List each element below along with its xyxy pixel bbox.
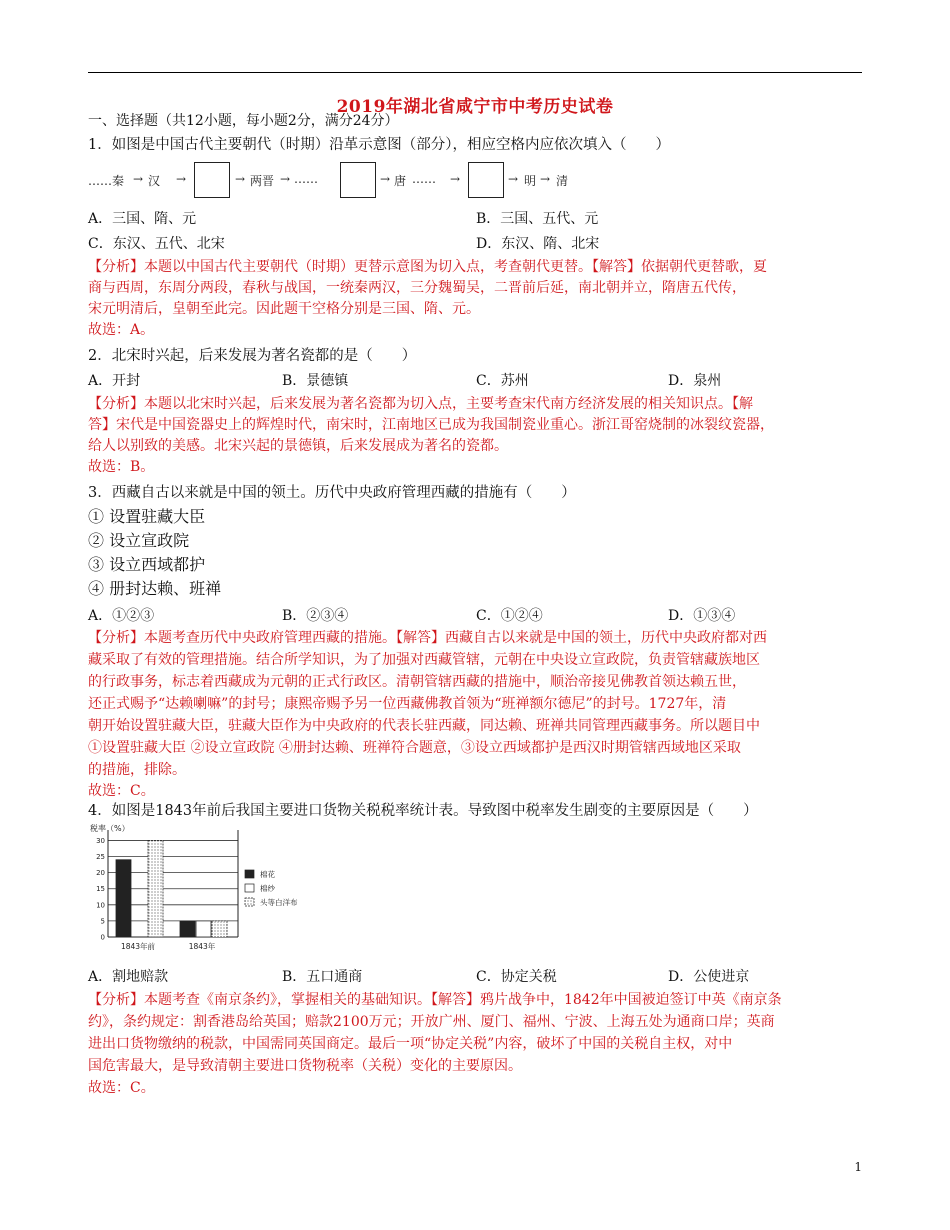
flow-arrow: → — [540, 172, 551, 186]
flow-token: 两晋 — [250, 174, 275, 188]
q4-option-b[interactable]: B．五口通商 — [282, 969, 363, 985]
flow-token: 汉 — [148, 174, 161, 188]
q3-analysis-line: ①设置驻藏大臣 ②设立宣政院 ④册封达赖、班禅符合题意，③设立西域都护是西汉时期管辖西域地区采取 — [88, 740, 741, 756]
q2-analysis-line: 【分析】本题以北宋时兴起，后来发展为著名瓷都为切入点，主要考查宋代南方经济发展的相关知识点。【解 — [88, 396, 753, 412]
q3-item: ① 设置驻藏大臣 — [88, 507, 206, 526]
header-rule — [88, 72, 862, 73]
flow-token: 唐 — [394, 174, 407, 188]
tariff-rate-chart — [88, 822, 348, 962]
q2-analysis-line: 答】宋代是中国瓷器史上的辉煌时代，南宋时，江南地区已成为我国制瓷业重心。浙江哥窑烧制的冰裂纹瓷器， — [88, 417, 774, 433]
x-category-label: 1843年前 — [120, 942, 156, 951]
q4-option-c[interactable]: C．协定关税 — [476, 969, 557, 985]
flow-arrow: → — [176, 172, 187, 186]
legend-swatch — [245, 884, 254, 892]
q4-option-a[interactable]: A．割地赔款 — [88, 969, 169, 985]
y-tick-label: 0 — [100, 933, 105, 942]
y-tick-label: 20 — [96, 869, 105, 878]
q1-option-a[interactable]: A．三国、隋、元 — [88, 211, 197, 227]
q3-item: ③ 设立西域都护 — [88, 555, 206, 574]
flow-arrow: → — [133, 172, 144, 186]
bar-棉花 — [180, 921, 195, 937]
bar-棉纱 — [196, 921, 211, 937]
q1-option-d[interactable]: D．东汉、隋、北宋 — [476, 236, 600, 252]
q2-analysis-line: 给人以别致的美感。北宋兴起的景德镇，后来发展成为著名的瓷都。 — [88, 438, 508, 454]
q3-analysis-line: 的行政事务，标志着西藏成为元朝的正式行政区。清朝管辖西藏的措施中，顺治帝接见佛教首领达赖五世， — [88, 674, 746, 690]
q3-item: ② 设立宣政院 — [88, 531, 190, 550]
flow-token: …… — [412, 172, 436, 186]
q4-analysis-line: 国危害最大，是导致清朝主要进口货物税率（关税）变化的主要原因。 — [88, 1058, 522, 1074]
q1-stem: 1．如图是中国古代主要朝代（时期）沿革示意图（部分），相应空格内应依次填入（ ） — [88, 137, 670, 153]
legend-swatch — [245, 898, 254, 906]
q3-option-c[interactable]: C．①②④ — [476, 608, 543, 624]
q2-option-c[interactable]: C．苏州 — [476, 373, 529, 389]
page-number: 1 — [854, 1160, 862, 1174]
q3-analysis-line: 朝开始设置驻藏大臣，驻藏大臣作为中央政府的代表长驻西藏，同达赖、班禅共同管理西藏事务。所以题目中 — [88, 718, 760, 734]
q1-option-b[interactable]: B．三国、五代、元 — [476, 211, 599, 227]
q2-answer: 故选：B。 — [88, 459, 155, 475]
blank-box-3 — [468, 162, 504, 198]
y-tick-label: 25 — [96, 853, 105, 862]
flow-arrow: → — [235, 172, 246, 186]
flow-arrow: → — [508, 172, 519, 186]
q2-option-b[interactable]: B．景德镇 — [282, 373, 349, 389]
q3-analysis-line: 藏采取了有效的管理措施。结合所学知识，为了加强对西藏管辖，元朝在中央设立宣政院，负责管辖藏族地区 — [88, 652, 760, 668]
bar-头等白洋布 — [148, 840, 163, 937]
legend-swatch — [245, 870, 254, 878]
q4-analysis-line: 进出口货物缴纳的税款，中国需同英国商定。最后一项“协定关税”内容，破坏了中国的关税自主权，对中 — [88, 1036, 733, 1052]
flow-arrow: → — [380, 172, 391, 186]
flow-token: 明 — [524, 174, 537, 188]
q4-option-d[interactable]: D．公使进京 — [668, 969, 750, 985]
q3-option-b[interactable]: B．②③④ — [282, 608, 349, 624]
q4-analysis-line: 【分析】本题考查《南京条约》，掌握相关的基础知识。【解答】鸦片战争中，1842年中国被迫签订中英《南京条 — [88, 992, 782, 1008]
q1-answer: 故选：A。 — [88, 322, 155, 338]
bar-头等白洋布 — [212, 921, 227, 937]
q1-analysis-line: 宋元明清后，皇朝至此完。因此题干空格分别是三国、隋、元。 — [88, 301, 480, 317]
flow-token: ……秦 — [88, 174, 125, 188]
q1-option-c[interactable]: C．东汉、五代、北宋 — [88, 236, 225, 252]
q1-analysis-line: 【分析】本题以中国古代主要朝代（时期）更替示意图为切入点，考查朝代更替。【解答】依据朝代更替歌，夏 — [88, 259, 767, 275]
q3-analysis-line: 还正式赐予“达赖喇嘛”的封号；康熙帝赐予另一位西藏佛教首领为“班禅额尔德尼”的封号。1727年，清 — [88, 696, 727, 712]
flow-token: 清 — [556, 174, 569, 188]
y-tick-label: 5 — [100, 917, 105, 926]
y-tick-label: 15 — [96, 885, 105, 894]
q3-option-d[interactable]: D．①③④ — [668, 608, 736, 624]
q3-answer: 故选：C。 — [88, 783, 155, 799]
q3-option-a[interactable]: A．①②③ — [88, 608, 155, 624]
q3-analysis-line: 的措施，排除。 — [88, 762, 186, 778]
legend-label: 棉花 — [260, 870, 275, 879]
q3-item: ④ 册封达赖、班禅 — [88, 579, 222, 598]
y-tick-label: 10 — [96, 901, 105, 910]
q2-option-a[interactable]: A．开封 — [88, 373, 141, 389]
blank-box-1 — [194, 162, 230, 198]
flow-arrow: → — [450, 172, 461, 186]
dynasty-flow-diagram — [88, 160, 608, 200]
q3-analysis-line: 【分析】本题考查历代中央政府管理西藏的措施。【解答】西藏自古以来就是中国的领土，历代中央政府都对西 — [88, 630, 767, 646]
legend-label: 头等白洋布 — [260, 898, 298, 907]
page-title: 2019年湖北省咸宁市中考历史试卷 — [336, 97, 614, 117]
blank-box-2 — [340, 162, 376, 198]
x-category-label: 1843年 — [188, 942, 216, 951]
bar-棉花 — [116, 860, 131, 937]
flow-arrow: → — [280, 172, 291, 186]
section-header: 一、选择题（共12小题，每小题2分，满分24分） — [88, 113, 399, 129]
flow-token: …… — [294, 172, 318, 186]
q4-answer: 故选：C。 — [88, 1080, 155, 1096]
q3-stem: 3．西藏自古以来就是中国的领土。历代中央政府管理西藏的措施有（ ） — [88, 485, 576, 501]
y-tick-label: 30 — [96, 836, 105, 845]
y-axis-label: 税率（%） — [90, 824, 130, 833]
q1-analysis-line: 商与西周，东周分两段，春秋与战国，一统秦两汉，三分魏蜀吴，二晋前后延，南北朝并立，隋唐五代传， — [88, 280, 746, 296]
q2-stem: 2．北宋时兴起，后来发展为著名瓷都的是（ ） — [88, 348, 417, 364]
legend-label: 棉纱 — [260, 884, 275, 893]
q2-option-d[interactable]: D．泉州 — [668, 373, 722, 389]
q4-analysis-line: 约》，条约规定：割香港岛给英国；赔款2100万元；开放广州、厦门、福州、宁波、上海五处为通商口岸；英商 — [88, 1014, 775, 1030]
q4-stem: 4．如图是1843年前后我国主要进口货物关税税率统计表。导致图中税率发生剧变的主要原因是（ ） — [88, 803, 758, 819]
